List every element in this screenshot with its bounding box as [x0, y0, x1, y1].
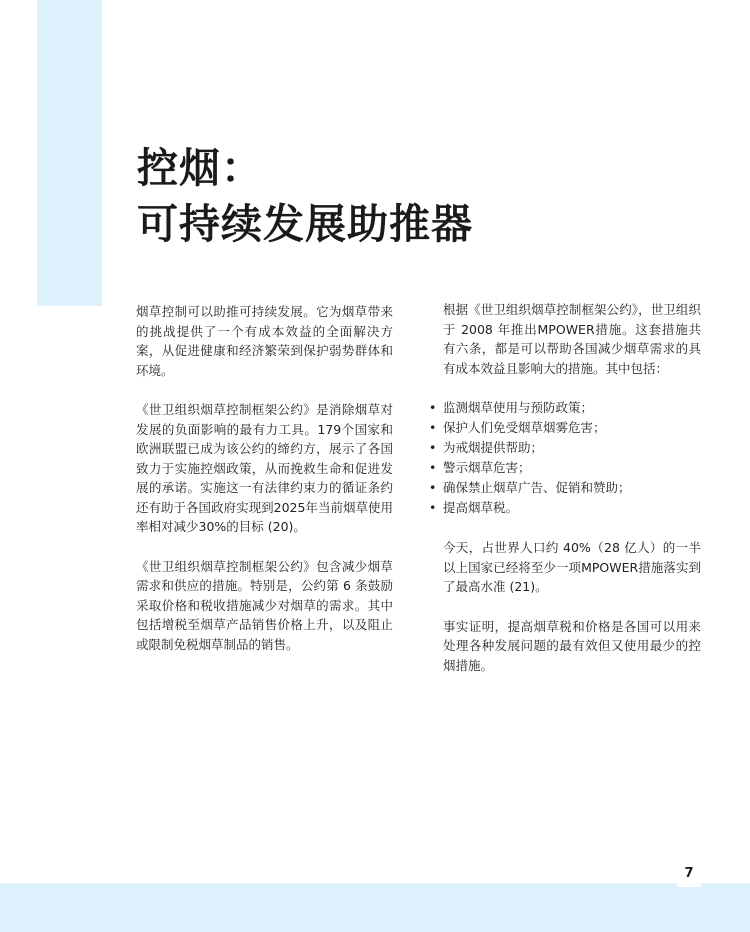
paragraph: 烟草控制可以助推可持续发展。它为烟草带来的挑战提供了一个有成本效益的全面解决方案，从促进健康和经济繁荣到保护弱势群体和环境。	[136, 304, 393, 378]
list-item: • 确保禁止烟草广告、促销和赞助；	[427, 478, 701, 498]
paragraph: 事实证明，提高烟草税和价格是各国可以用来处理各种发展问题的最有效但又使用最少的控烟措施。	[443, 618, 701, 673]
footer-band	[0, 883, 750, 932]
right-column	[443, 300, 701, 695]
list-item: • 警示烟草危害；	[427, 458, 701, 478]
list-item: • 保护人们免受烟草烟雾危害；	[427, 418, 701, 438]
list-item: • 为戒烟提供帮助；	[427, 438, 701, 458]
decorative-side-bar	[37, 0, 102, 306]
page-title	[137, 140, 473, 252]
paragraph: 《世卫组织烟草控制框架公约》是消除烟草对发展的负面影响的最有力工具。179个国家和欧洲联盟已成为该公约的缔约方，展示了各国致力于实施控烟政策，从而挽救生命和促进发展的承诺。实施这一有法律约束力的循证条约还有助于各国政府实现到2025年当前烟草使用率相对减少30%的目标 (20)。	[136, 402, 393, 534]
paragraph: 《世卫组织烟草控制框架公约》包含减少烟草需求和供应的措施。特别是，公约第 6 条鼓励采取价格和税收措施减少对烟草的需求。其中包括增税至烟草产品销售价格上升，以及阻止或限制免税烟草制品的销售。	[136, 558, 393, 652]
list-item: • 监测烟草使用与预防政策；	[427, 398, 701, 418]
title-line-1: 控烟：	[137, 144, 263, 192]
paragraph: 今天，占世界人口约 40%（28 亿人）的一半以上国家已经将至少一项MPOWER措施落实到了最高水准 (21)。	[443, 540, 701, 594]
page-number: 7	[677, 860, 701, 887]
mpower-measures-list	[427, 398, 701, 518]
title-line-2: 可持续发展助推器	[137, 200, 473, 248]
list-item: • 提高烟草税。	[427, 498, 701, 518]
left-column	[136, 302, 393, 674]
paragraph: 根据《世卫组织烟草控制框架公约》，世卫组织于 2008 年推出MPOWER措施。这套措施共有六条，都是可以帮助各国减少烟草需求的具有成本效益且影响大的措施。其中包括：	[443, 302, 701, 376]
